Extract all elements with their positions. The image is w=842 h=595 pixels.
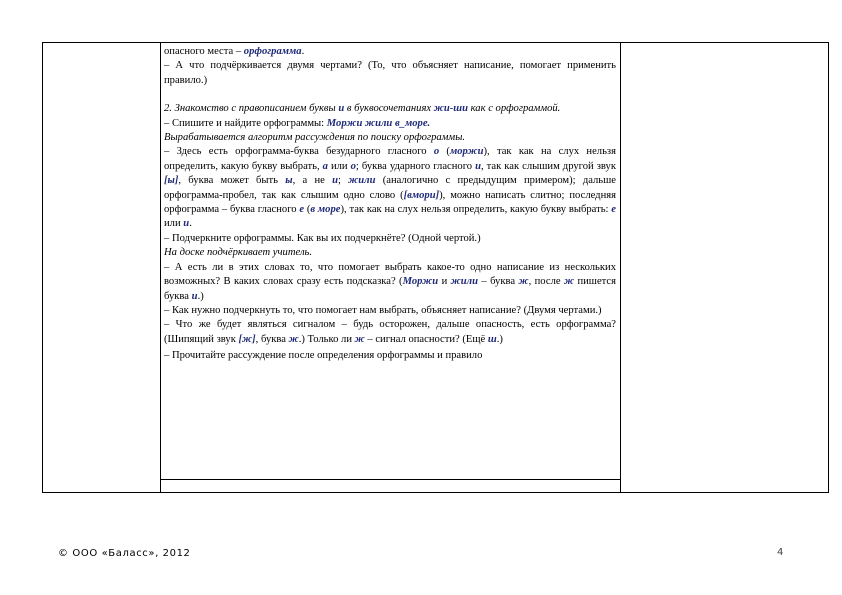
page-number: 4	[777, 547, 784, 558]
paragraph: – Прочитайте рассуждение после определения орфограммы и правило	[164, 350, 483, 362]
paragraph: опасного места – орфограмма.	[164, 46, 305, 57]
lesson-text	[164, 45, 616, 364]
paragraph: Вырабатывается алгоритм рассуждения по поиску орфограммы.	[164, 132, 466, 144]
paragraph: – Подчеркните орфограммы. Как вы их подчеркнёте? (Одной чертой.)	[164, 232, 481, 244]
row-divider	[160, 479, 620, 480]
paragraph: – Здесь есть орфограмма-буква безударного гласного о (моржи), так как на слух нельзя определить, какую букву выбрать, а или о; буква ударного гласного и, так как слышим другой звук [ы], буква может быть ы, а не и; жили (аналогично с предыдущим примером); дальше орфограмма-пробел, так как слышим одно слово ([вмори]), можно написать слитно; последняя орфограмма – буква гласного е (в море), так как на слух нельзя определить, какую букву выбрать: е или и.	[164, 146, 616, 230]
footer-copyright: © ООО «Баласс», 2012	[58, 548, 191, 559]
column-divider-right	[620, 43, 621, 492]
paragraph: – Спишите и найдите орфограммы: Моржи жили в_море.	[164, 117, 431, 129]
paragraph: – Как нужно подчеркнуть то, что помогает нам выбрать, объясняет написание? (Двумя чертами.)	[164, 304, 602, 316]
column-divider-left	[160, 43, 161, 492]
paragraph: – А есть ли в этих словах то, что помогает выбрать какое-то одно написание из нескольких возможных? В каких словах сразу есть подсказка? (Моржи и жили – буква ж, после ж пишется буква и.)	[164, 261, 616, 302]
paragraph: – Что же будет являться сигналом – будь осторожен, дальше опасность, есть орфограмма? (Шипящий звук [ж], буква ж.) Только ли ж – сигнал опасности? (Ещё ш.)	[164, 319, 616, 345]
paragraph: На доске подчёркивает учитель.	[164, 247, 313, 259]
lesson-table	[42, 42, 829, 493]
paragraph: – А что подчёркивается двумя чертами? (То, что объясняет написание, помогает применить правило.)	[164, 60, 616, 86]
section-heading: 2. Знакомство с правописанием буквы и в буквосочетаниях жи-ши как с орфограммой.	[164, 103, 561, 115]
